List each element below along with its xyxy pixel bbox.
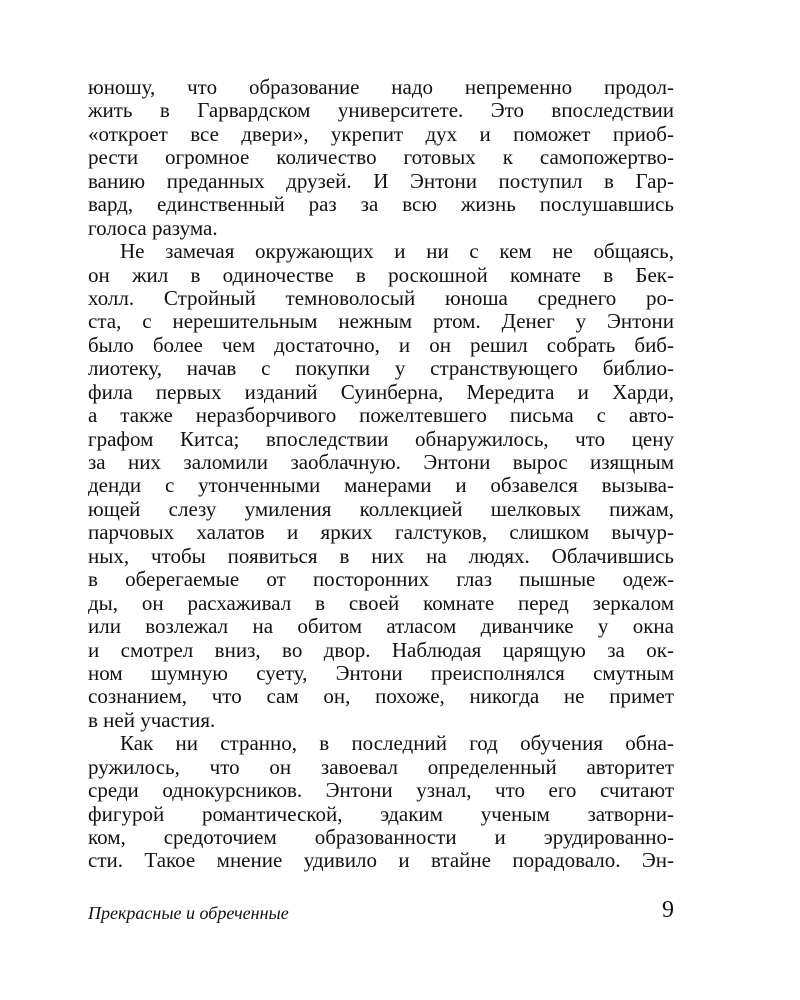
paragraph-start-line: Не замечая окружающих и ни с кем не общаясь, [120,239,674,264]
text-line: фигурой романтической, эдаким ученым затворни- [88,801,674,826]
text-line: или возлежал на обитом атласом диванчике у окна [88,614,674,639]
text-line: ванию преданных друзей. И Энтони поступил в Гар- [88,168,674,193]
page-body [88,76,674,873]
text-line: он жил в одиночестве в роскошной комнате в Бек- [88,262,674,287]
text-line: ющей слезу умиления коллекцией шелковых пижам, [88,496,674,521]
text-line: холл. Стройный темноволосый юноша среднего ро- [88,285,674,310]
text-line: графом Китса; впоследствии обнаружилось, что цену [88,426,674,451]
text-line: ружилось, что он завоевал определенный авторитет [88,754,674,779]
text-line: и смотрел вниз, во двор. Наблюдая царящую за ок- [88,637,674,662]
text-line: жить в Гарвардском университете. Это впоследствии [88,98,674,123]
text-line: сти. Такое мнение удивило и втайне порадовало. Эн- [88,848,674,873]
text-line: рести огромное количество готовых к самопожертво- [88,145,674,170]
text-line: ды, он расхаживал в своей комнате перед зеркалом [88,590,674,615]
text-line: юношу, что образование надо непременно продол- [88,75,674,99]
text-line: в оберегаемые от посторонних глаз пышные одеж- [88,567,674,592]
text-line: было более чем достаточно, и он решил собрать биб- [88,332,674,357]
text-line: фила первых изданий Суинберна, Мередита и Харди, [88,379,674,404]
text-line: денди с утонченными манерами и обзавелся вызыва- [88,473,674,498]
text-line: парчовых халатов и ярких галстуков, слишком вычур- [88,520,674,545]
paragraph-start-line: Как ни странно, в последний год обучения обна- [120,731,674,756]
text-line: среди однокурсников. Энтони узнал, что его считают [88,778,674,803]
page-number: 9 [662,897,674,923]
text-line: ста, с нерешительным нежным ртом. Денег у Энтони [88,309,674,334]
text-line: за них заломили заоблачную. Энтони вырос изящным [88,450,674,474]
running-footer-book-title: Прекрасные и обреченные [88,903,289,923]
paragraph-end-line: в ней участия. [88,707,216,732]
text-line: лиотеку, начав с покупки у странствующего библио- [88,356,674,381]
text-line: ком, средоточием образованности и эрудированно- [88,825,674,849]
paragraph-end-line: голоса разума. [88,215,218,240]
text-line: «откроет все двери», укрепит дух и поможет приоб- [88,121,674,146]
text-line: ном шумную суету, Энтони преисполнялся смутным [88,660,674,685]
text-line: а также неразборчивого пожелтевшего письма с авто- [88,403,674,428]
text-line: вард, единственный раз за всю жизнь послушавшись [88,192,674,217]
text-line: ных, чтобы появиться в них на людях. Облачившись [88,543,674,568]
text-line: сознанием, что сам он, похоже, никогда не примет [88,684,674,709]
